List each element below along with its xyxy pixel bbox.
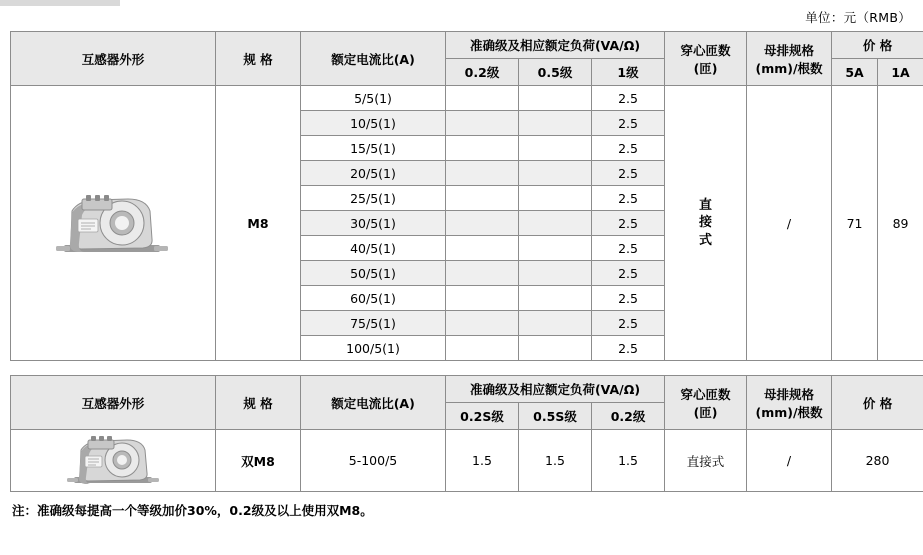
header-accuracy-group: 准确级及相应额定负荷(VA/Ω) [446, 376, 665, 403]
header-turns [665, 32, 747, 86]
unit-note: 单位：元（RMB） [805, 10, 911, 25]
cell-accuracy-1: 2.5 [592, 111, 665, 136]
cell-ratio: 25/5(1) [301, 186, 446, 211]
cell-accuracy-0-5s: 1.5 [519, 430, 592, 492]
header-accuracy-group: 准确级及相应额定负荷(VA/Ω) [446, 32, 665, 59]
cell-accuracy-0-5 [519, 186, 592, 211]
header-turns-line1: 穿心匝数 [680, 42, 731, 58]
header-turns-line1: 穿心匝数 [680, 386, 731, 402]
cell-accuracy-1: 2.5 [592, 161, 665, 186]
header-busbar-line1: 母排规格 [764, 42, 815, 58]
cell-accuracy-1: 2.5 [592, 311, 665, 336]
cell-ratio: 75/5(1) [301, 311, 446, 336]
header-price-group: 价 格 [832, 376, 923, 430]
header-accuracy-0-2: 0.2级 [592, 403, 665, 430]
cell-accuracy-0-5 [519, 86, 592, 111]
cell-price: 280 [832, 430, 923, 492]
cell-accuracy-0-2 [446, 211, 519, 236]
cell-ratio: 15/5(1) [301, 136, 446, 161]
header-busbar-line1: 母排规格 [764, 386, 815, 402]
cell-accuracy-0-5 [519, 261, 592, 286]
cell-ratio: 5/5(1) [301, 86, 446, 111]
cell-accuracy-1: 2.5 [592, 236, 665, 261]
table2-header-row-1 [11, 376, 923, 403]
cell-accuracy-0-2 [446, 86, 519, 111]
cell-accuracy-0-5 [519, 336, 592, 361]
cell-busbar: / [747, 430, 832, 492]
cell-spec: M8 [216, 86, 301, 361]
cell-accuracy-0-2 [446, 111, 519, 136]
cell-accuracy-0-2 [446, 336, 519, 361]
header-busbar [747, 376, 832, 430]
cell-accuracy-0-2 [446, 286, 519, 311]
header-ratio: 额定电流比(A) [301, 32, 446, 86]
table2-body [11, 430, 923, 492]
header-accuracy-0-2: 0.2级 [446, 59, 519, 86]
cell-ratio: 5-100/5 [301, 430, 446, 492]
header-ratio: 额定电流比(A) [301, 376, 446, 430]
ct-price-table-m8 [10, 31, 923, 361]
cell-accuracy-0-5 [519, 286, 592, 311]
cell-accuracy-0-2 [446, 311, 519, 336]
table-row [11, 86, 923, 111]
current-transformer-icon [38, 183, 188, 263]
cell-spec: 双M8 [216, 430, 301, 492]
top-decoration-strip [0, 0, 120, 6]
cell-accuracy-1: 2.5 [592, 186, 665, 211]
header-accuracy-1: 1级 [592, 59, 665, 86]
footnote: 注：准确级每提高一个等级加价30%，0.2级及以上使用双M8。 [12, 503, 373, 518]
table1-body [11, 86, 923, 361]
cell-accuracy-0-2 [446, 261, 519, 286]
cell-accuracy-1: 2.5 [592, 261, 665, 286]
header-accuracy-0-5s: 0.5S级 [519, 403, 592, 430]
current-transformer-double-icon [54, 432, 172, 490]
cell-busbar: / [747, 86, 832, 361]
cell-accuracy-1: 2.5 [592, 336, 665, 361]
cell-accuracy-0-5 [519, 161, 592, 186]
cell-turns-value: 直 接 式 [699, 197, 713, 248]
header-turns-line2: (匝) [693, 60, 718, 76]
table-gap [10, 361, 913, 375]
cell-price-1a: 89 [878, 86, 923, 361]
cell-ratio: 10/5(1) [301, 111, 446, 136]
cell-accuracy-1: 2.5 [592, 86, 665, 111]
cell-accuracy-0-2 [446, 236, 519, 261]
cell-accuracy-0-5 [519, 311, 592, 336]
cell-ratio: 100/5(1) [301, 336, 446, 361]
header-shape: 互感器外形 [11, 376, 216, 430]
ct-price-table-double-m8 [10, 375, 923, 492]
cell-ratio: 50/5(1) [301, 261, 446, 286]
cell-price-5a: 71 [832, 86, 878, 361]
cell-accuracy-0-2 [446, 136, 519, 161]
cell-turns [665, 86, 747, 361]
ct-product-image-double-m8 [11, 430, 216, 492]
cell-accuracy-0-2s: 1.5 [446, 430, 519, 492]
cell-ratio: 30/5(1) [301, 211, 446, 236]
cell-accuracy-0-5 [519, 111, 592, 136]
header-shape: 互感器外形 [11, 32, 216, 86]
cell-accuracy-1: 2.5 [592, 136, 665, 161]
table1-header-row-1 [11, 32, 923, 59]
cell-accuracy-1: 2.5 [592, 286, 665, 311]
cell-ratio: 40/5(1) [301, 236, 446, 261]
header-price-1a: 1A [878, 59, 923, 86]
header-accuracy-0-5: 0.5级 [519, 59, 592, 86]
cell-ratio: 60/5(1) [301, 286, 446, 311]
cell-ratio: 20/5(1) [301, 161, 446, 186]
cell-accuracy-0-2: 1.5 [592, 430, 665, 492]
header-spec: 规 格 [216, 376, 301, 430]
header-busbar [747, 32, 832, 86]
ct-product-image-m8 [11, 86, 216, 361]
header-price-group: 价 格 [832, 32, 923, 59]
header-price-5a: 5A [832, 59, 878, 86]
header-accuracy-0-2s: 0.2S级 [446, 403, 519, 430]
header-turns [665, 376, 747, 430]
cell-accuracy-0-5 [519, 136, 592, 161]
cell-accuracy-1: 2.5 [592, 211, 665, 236]
cell-accuracy-0-2 [446, 161, 519, 186]
cell-accuracy-0-5 [519, 236, 592, 261]
header-spec: 规 格 [216, 32, 301, 86]
cell-turns: 直接式 [665, 430, 747, 492]
header-turns-line2: (匝) [693, 404, 718, 420]
header-busbar-line2: (mm)/根数 [755, 404, 823, 420]
cell-accuracy-0-5 [519, 211, 592, 236]
cell-accuracy-0-2 [446, 186, 519, 211]
header-busbar-line2: (mm)/根数 [755, 60, 823, 76]
table-row [11, 430, 923, 492]
